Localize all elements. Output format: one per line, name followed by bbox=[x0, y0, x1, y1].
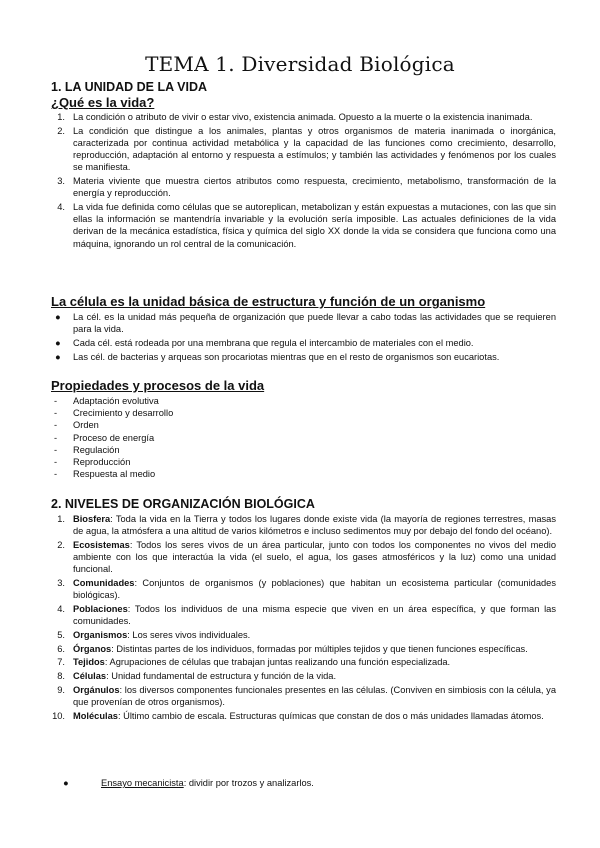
list-text: La condición o atributo de vivir o estar vivo, existencia animada. Opuesto a la muerte o la existencia inanimada. bbox=[73, 112, 533, 122]
dash: - bbox=[54, 420, 58, 431]
level-description: : Todos los seres vivos de un área particular, junto con todos los componentes no vivos del medio ambiente con los que interactúa la vida (el suelo, el agua, los gases atmosféricos y la luz) como una unidad funcional. bbox=[73, 539, 556, 575]
level-term: Organismos bbox=[73, 629, 128, 640]
level-description: : Conjuntos de organismos (y poblaciones) que habitan un ecosistema particular (comunidades biológicas). bbox=[73, 578, 556, 601]
level-description: : Agrupaciones de células que trabajan juntas realizando una función especializada. bbox=[104, 657, 451, 668]
list-number: 1. bbox=[57, 112, 65, 122]
sub-term: Ensayo mecanicista bbox=[101, 778, 184, 788]
molecules-sublist bbox=[51, 777, 556, 789]
list-text: La vida fue definida como células que se autoreplican, metabolizan y están expuestas a mutaciones, con las que sin ellas la información se mantendría invariable y la evolución sería imposible. Las actuales definiciones de la vida derivan de la mecánica estadística, física y química del siglo XX donde la vida se considera que funciona como una máquina, ignorando un rol central de la comunicación. bbox=[73, 201, 556, 249]
bullet: ● bbox=[55, 337, 61, 348]
list-number: 1. bbox=[57, 514, 65, 524]
properties-heading: Propiedades y procesos de la vida bbox=[51, 378, 265, 393]
list-item bbox=[51, 125, 556, 174]
list-number: 2. bbox=[57, 539, 65, 550]
level-description: : Unidad fundamental de estructura y función de la vida. bbox=[106, 670, 337, 681]
level-term: Tejidos bbox=[73, 657, 105, 668]
level-term: Comunidades bbox=[73, 578, 135, 589]
list-text: Crecimiento y desarrollo bbox=[73, 408, 174, 419]
level-description: : los diversos componentes funcionales presentes en las células. (Conviven en simbiosis con la célula, ya que provenían de otros organismos). bbox=[73, 684, 556, 707]
list-item bbox=[51, 777, 556, 789]
dash: - bbox=[54, 396, 58, 406]
list-number: 4. bbox=[57, 201, 65, 212]
bullet: ● bbox=[55, 351, 61, 362]
list-item bbox=[51, 643, 556, 655]
list-item bbox=[51, 456, 556, 468]
section2-heading: 2. NIVELES DE ORGANIZACIÓN BIOLÓGICA bbox=[51, 497, 315, 511]
list-item bbox=[51, 629, 556, 641]
list-item bbox=[51, 710, 556, 722]
list-text: Cada cél. está rodeada por una membrana que regula el intercambio de materiales con el medio. bbox=[73, 337, 474, 348]
sub-description: : dividir por trozos y analizarlos. bbox=[183, 778, 314, 788]
list-number: 5. bbox=[57, 629, 65, 640]
list-item bbox=[51, 419, 556, 431]
level-description: : Los seres vivos individuales. bbox=[127, 629, 251, 640]
list-item bbox=[51, 670, 556, 682]
bullet: ● bbox=[55, 312, 61, 322]
list-item bbox=[51, 201, 556, 250]
cell-heading: La célula es la unidad básica de estructura y función de un organismo bbox=[51, 294, 486, 309]
list-item bbox=[51, 656, 556, 668]
list-number: 4. bbox=[57, 603, 65, 614]
list-item bbox=[51, 468, 556, 480]
level-term: Órganos bbox=[73, 643, 112, 654]
level-term: Poblaciones bbox=[73, 603, 128, 614]
dash: - bbox=[54, 457, 58, 468]
list-text: La cél. es la unidad más pequeña de organización que puede llevar a cabo todas las actividades que se requieren para la vida. bbox=[73, 312, 556, 335]
list-item bbox=[51, 407, 556, 419]
list-item bbox=[51, 539, 556, 576]
list-text: Regulación bbox=[73, 444, 120, 455]
list-number: 7. bbox=[57, 657, 65, 668]
dash: - bbox=[54, 432, 58, 443]
list-item bbox=[51, 432, 556, 444]
dash: - bbox=[54, 444, 58, 455]
list-item bbox=[51, 513, 556, 537]
list-text: Materia viviente que muestra ciertos atributos como respuesta, crecimiento, metabolismo, transformación de la energía y reproducción. bbox=[73, 176, 556, 199]
list-item bbox=[51, 175, 556, 199]
list-text: Respuesta al medio bbox=[73, 469, 156, 480]
list-number: 10. bbox=[52, 710, 65, 721]
level-description: : Todos los individuos de una misma especie que viven en un área específica, y que forman las comunidades. bbox=[73, 603, 556, 627]
list-number: 3. bbox=[57, 578, 65, 589]
page-title: TEMA 1. Diversidad Biológica bbox=[145, 52, 455, 76]
level-term: Biosfera bbox=[73, 514, 111, 524]
cell-bullet-list bbox=[51, 311, 556, 364]
what-is-life-heading: ¿Qué es la vida? bbox=[51, 95, 155, 110]
level-term: Moléculas bbox=[73, 710, 118, 721]
list-item bbox=[51, 337, 556, 349]
list-item bbox=[51, 444, 556, 456]
section1-heading: 1. LA UNIDAD DE LA VIDA bbox=[51, 80, 208, 94]
level-description: : Distintas partes de los individuos, formadas por múltiples tejidos y que tienen funciones específicas. bbox=[111, 643, 528, 654]
list-number: 9. bbox=[57, 684, 65, 695]
list-text: Orden bbox=[73, 420, 99, 431]
list-text: Reproducción bbox=[73, 457, 131, 468]
list-text: La condición que distingue a los animales, plantas y otros organismos de materia inanimada o inorgánica, caracterizada por continua actividad metabólica y la capacidad de las funciones como crecimiento, desarrollo, reproducción, adaptación al entorno y respuesta a estímulos; y también las actividades y fenómenos por los cuales se manifiesta. bbox=[73, 125, 556, 173]
properties-list bbox=[51, 395, 556, 480]
list-text: Adaptación evolutiva bbox=[73, 396, 159, 406]
dash: - bbox=[54, 408, 58, 419]
list-number: 8. bbox=[57, 670, 65, 681]
level-term: Células bbox=[73, 670, 107, 681]
list-number: 6. bbox=[57, 643, 65, 654]
list-item bbox=[51, 311, 556, 335]
list-item bbox=[51, 351, 556, 363]
list-number: 2. bbox=[57, 125, 65, 136]
list-item bbox=[51, 111, 556, 123]
dash: - bbox=[54, 469, 58, 480]
bullet: ● bbox=[63, 778, 69, 788]
level-description: : Último cambio de escala. Estructuras químicas que constan de dos o más unidades llamadas átomos. bbox=[117, 710, 544, 721]
list-text: Las cél. de bacterias y arqueas son procariotas mientras que en el resto de organismos son eucariotas. bbox=[73, 351, 500, 362]
list-text: Proceso de energía bbox=[73, 432, 155, 443]
level-term: Ecosistemas bbox=[73, 539, 130, 550]
list-item bbox=[51, 577, 556, 601]
organization-levels-list bbox=[51, 513, 556, 723]
list-item bbox=[51, 603, 556, 627]
list-item bbox=[51, 395, 556, 407]
life-definitions-list bbox=[51, 111, 556, 251]
level-description: : Toda la vida en la Tierra y todos los lugares donde existe vida (la mayoría de regiones terrestres, masas de agua, la atmósfera a una altitud de varios kilómetros e incluso sedimentos muy por debajo del fondo del océano). bbox=[73, 514, 556, 537]
list-item bbox=[51, 684, 556, 708]
list-number: 3. bbox=[57, 176, 65, 187]
level-term: Orgánulos bbox=[73, 684, 120, 695]
